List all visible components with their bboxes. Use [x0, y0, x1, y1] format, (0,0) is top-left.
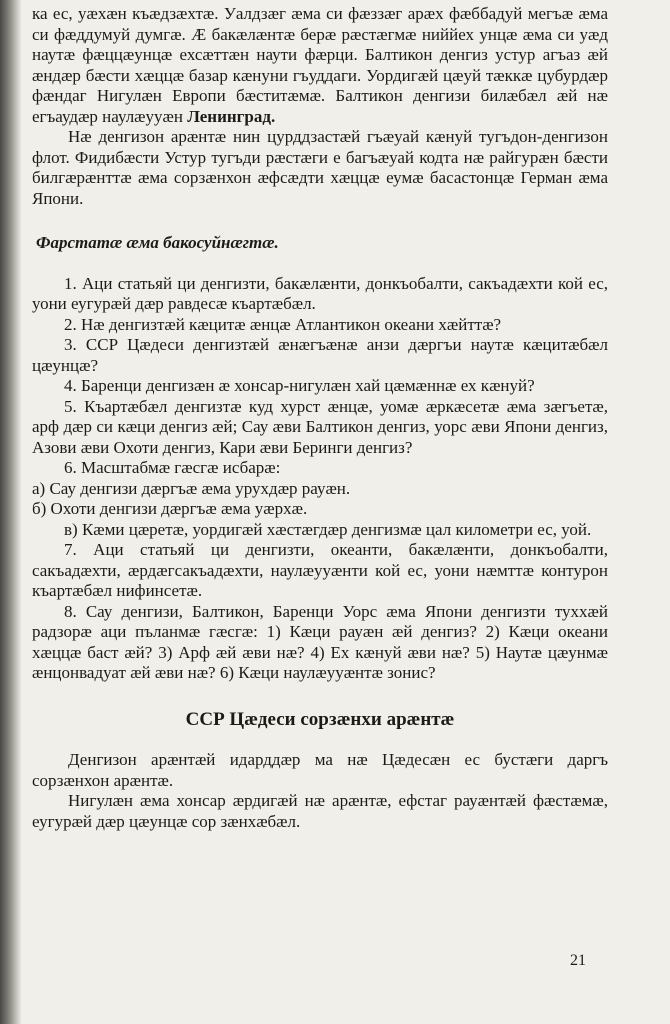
borders-heading: ССР Цæдеси сорзæнхи арæнтæ — [185, 708, 455, 730]
question-7: 7. Аци статьяй ци денгизти, океанти, бакæлæнти, донкъобалти, сакъадæхти, æрдæгсакъадæхти, наулæууæнти кой ес, уони нæмттæ контурон къартæбæл нифинсетæ. — [32, 540, 608, 600]
question-6c: в) Кæми цæретæ, уордигæй хæстæгдæр денгизмæ цал километри ес, уой. — [64, 519, 592, 539]
question-6b: б) Охоти денгизи дæргъæ æма уæрхæ. — [32, 499, 308, 518]
borders-paragraph-1: Денгизон арæнтæй идарддæр ма нæ Цæдесæн ес бустæги даргъ сорзæнхон арæнтæ. — [32, 750, 608, 790]
question-5: 5. Къартæбæл денгизтæ куд хурст æнцæ, уомæ æркæсетæ æма зæгъетæ, арф дæр си кæци денгиз æй; Сау æви Балтикон денгиз, уорс æви Япони денгиз, Азови æви Охоти денгиз, Кари æви Беринги денгиз? — [32, 396, 609, 457]
intro-paragraph-2: Нæ денгизон арæнтæ нин цурддзастæй гъæуай кæнуй тугъдон-денгизон флот. Фидибæсти Устур тугъди рæстæги е багъæуай кодта нæ райгурæн бæсти билгæрæнттæ æма сорзæнхон æфсæдти хæццæ еумæ басастонцæ Герман æма Япони. — [32, 127, 608, 208]
text-column — [32, 4, 608, 832]
questions-list — [32, 274, 608, 684]
intro-paragraph-1: ка ес, уæхæн къæдзæхтæ. Уалдзæг æма си фæззæг арæх фæббадуй мегъæ æма си фæддумуй думгæ. Æ бакæлæнтæ берæ рæстæгмæ ниййех унцæ æма си уæд наутæ фæццæунцæ ехсæттæн наути фæрци. Балтикон денгиз устур агъаз æй æндæр бæсти хæццæ базар кæнуни гъуддаги. Уордигæй цæуй тæккæ цубурдæр фæндаг Нигулæн Европи бæститæмæ. Балтикон денгизи билæбæл æй нæ егъаудæр наулæууæн Ленинград. — [32, 4, 608, 126]
questions-heading: Фарстатæ æма бакосуйнæгтæ. — [36, 233, 279, 252]
question-1: 1. Аци статьяй ци денгизти, бакæлæнти, донкъобалти, сакъадæхти кой ес, уони еугурæй дæр равдесæ къартæбæл. — [32, 273, 608, 313]
page-binding-shadow — [0, 0, 22, 1024]
question-4: 4. Баренци денгизæн æ хонсар-нигулæн хай цæмæннæ ех кæнуй? — [64, 376, 535, 395]
question-6: 6. Масштабмæ гæсгæ исбарæ: — [64, 458, 281, 477]
question-8: 8. Сау денгизи, Балтикон, Баренци Уорс æма Япони денгизти туххæй радзорæ аци пъланмæ гæсгæ: 1) Кæци рауæн æй денгиз? 2) Кæци океани хæццæ баст æй? 3) Арф æй æви нæ? 4) Ех кæнуй æви нæ? 5) Наутæ цæунмæ æнцонвадуат æй æви нæ? 6) Кæци наулæууæнтæ зонис? — [32, 601, 608, 682]
leningrad-bold: Ленинград. — [187, 106, 276, 126]
borders-paragraph-2: Нигулæн æма хонсар æрдигæй нæ арæнтæ, ефстаг рауæнтæй фæстæмæ, еугурæй дæр цæунцæ сор зæнхæбæл. — [32, 791, 608, 831]
page-number: 21 — [570, 952, 586, 969]
question-6a: а) Сау денгизи дæргъæ æма урухдæр рауæн. — [32, 478, 351, 498]
question-2: 2. Нæ денгизтæй кæцитæ æнцæ Атлантикон океани хæйттæ? — [64, 314, 502, 334]
question-3: 3. ССР Цæдеси денгизтæй æнæгъæнæ анзи дæргъи наутæ кæцитæбæл цæунцæ? — [32, 335, 608, 375]
